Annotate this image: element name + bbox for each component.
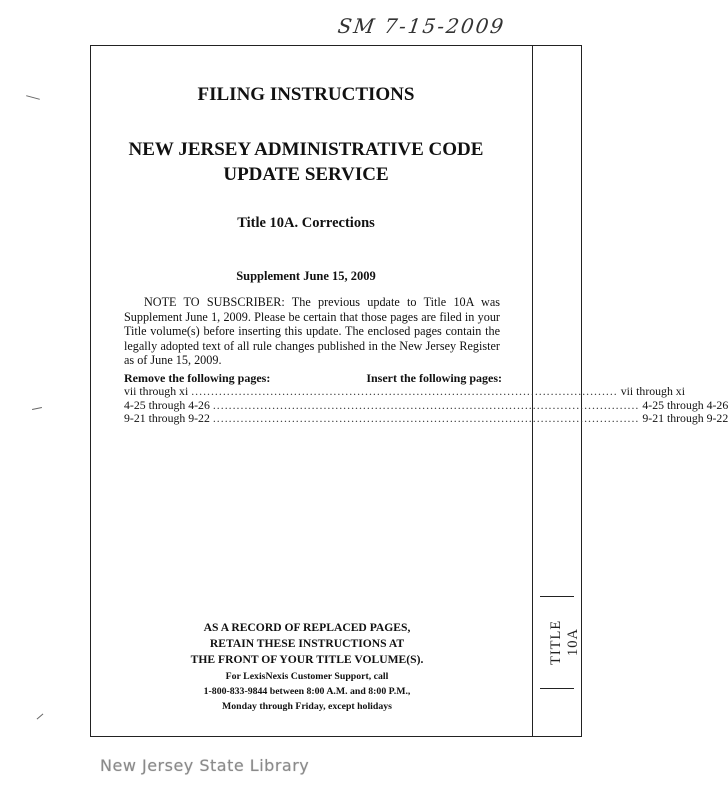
note-to-subscriber: NOTE TO SUBSCRIBER: The previous update to Title 10A was Supplement June 1, 2009. Please be certain that those pages are filed in your Title volume(s) before inserting this update. The enclosed pages contain the legally adopted text of all rule changes published in the New Jersey Register as of June 15, 2009. [124,295,500,368]
support-line: For LexisNexis Customer Support, call [225,671,389,682]
table-row [124,384,685,399]
supplement-date: Supplement June 15, 2009 [236,269,376,283]
dot-leader: ............................................................................................................ [191,384,618,398]
service-title-line2: UPDATE SERVICE [223,164,389,185]
frame-bottom-line [90,736,582,737]
margin-mark [26,95,40,100]
title-side-tab: TITLE 10A [548,619,581,665]
remove-pages: 4-25 through 4-26 [124,397,210,412]
insert-pages: 9-21 through 9-22 [642,411,728,425]
tab-bottom-line [540,688,574,689]
table-row [124,411,728,426]
tab-top-line [540,596,574,597]
remove-pages: vii through xi [124,384,189,398]
support-line: Monday through Friday, except holidays [222,701,392,712]
handwritten-note: SM 7-15-2009 [336,14,507,38]
service-title-line1: NEW JERSEY ADMINISTRATIVE CODE [128,139,484,160]
insert-pages: vii through xi [620,384,685,398]
record-notice [150,620,464,668]
record-notice-line: AS A RECORD OF REPLACED PAGES, [203,621,411,634]
table-row [124,397,728,413]
code-title: Title 10A. Corrections [237,215,375,231]
remove-pages: 9-21 through 9-22 [124,411,210,425]
dot-leader: ............................................................................................................ [212,411,640,425]
record-notice-line: RETAIN THESE INSTRUCTIONS AT [209,637,405,650]
remove-header: Remove the following pages: [124,371,271,385]
insert-pages: 4-25 through 4-26 [642,397,728,412]
insert-header: Insert the following pages: [366,371,502,385]
library-stamp: New Jersey State Library [100,756,310,775]
customer-support [150,669,464,714]
page-title: FILING INSTRUCTIONS [197,84,415,105]
record-notice-line: THE FRONT OF YOUR TITLE VOLUME(S). [190,653,424,666]
support-line: 1-800-833-9844 between 8:00 A.M. and 8:00 P.M., [203,686,411,697]
frame-top-line [90,45,582,46]
margin-mark [37,714,44,720]
pages-table [124,384,728,426]
dot-leader: ............................................................................................................ [212,397,640,412]
margin-mark [32,407,42,410]
service-title [90,137,522,187]
